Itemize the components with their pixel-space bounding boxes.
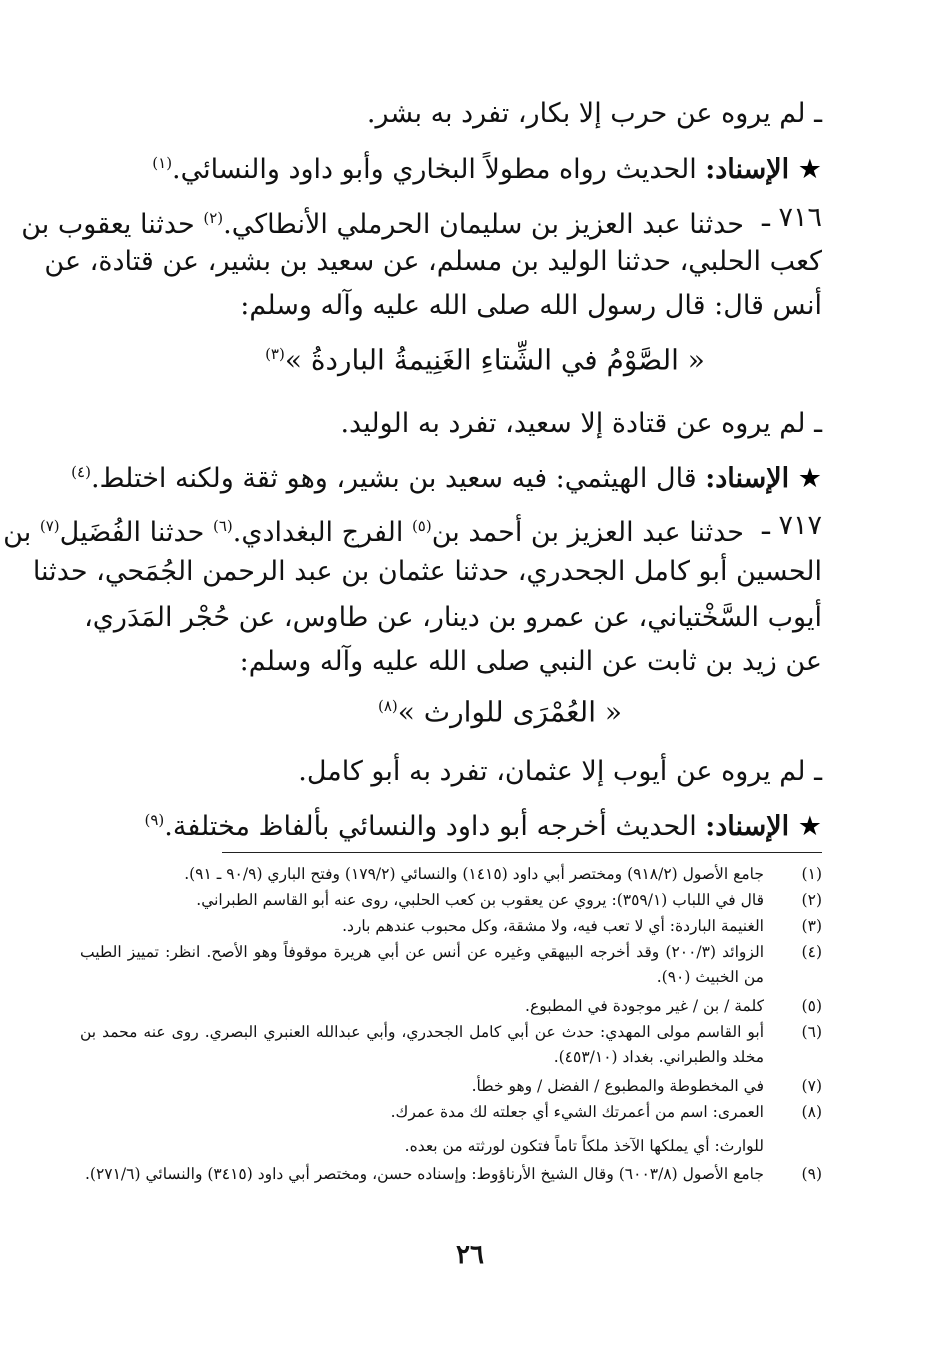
hadith-717-line-4 bbox=[240, 642, 822, 682]
isnad-text: الحديث أخرجه أبو داود والنسائي بألفاظ مختلفة. bbox=[164, 811, 697, 842]
footnote-text: جامع الأصول (٩١٨/٢) ومختصر أبي داود (١٤١٥) والنسائي (١٧٩/٢) وفتح الباري (٩٠/٩ ـ ٩١). bbox=[184, 865, 764, 883]
footnote-9 bbox=[80, 1162, 822, 1187]
isnad-text: قال الهيثمي: فيه سعيد بن بشير، وهو ثقة ولكنه اختلط. bbox=[90, 463, 697, 494]
footnote-text: للوارث: أي يملكها الآخذ ملكاً تاماً فتكون لورثته من بعده. bbox=[404, 1137, 764, 1155]
star-icon: ★ bbox=[797, 463, 822, 494]
hadith-716-matn bbox=[0, 332, 940, 382]
footnote-5 bbox=[80, 994, 822, 1019]
text: أنس قال: قال رسول الله صلى الله عليه وآله وسلم: bbox=[240, 290, 822, 321]
hadith-number-716: ٧١٦ ـ bbox=[761, 202, 822, 233]
footnote-ref: (٧) bbox=[39, 517, 60, 535]
isnad-label: الإسناد: bbox=[705, 154, 790, 185]
footnote-number: (٥) bbox=[801, 997, 822, 1015]
matn-text: « الصَّوْمُ في الشِّتاءِ الغَنِيمةُ الباردةُ » bbox=[284, 343, 705, 377]
footnote-text: قال في اللباب (٣٥٩/١): يروي عن يعقوب بن كعب الحلبي، روى عنه أبو القاسم الطبراني. bbox=[196, 891, 764, 909]
footnote-8 bbox=[80, 1100, 822, 1125]
footnote-number: (٩) bbox=[801, 1165, 822, 1183]
footnote-text: الزوائد (٢٠٠/٣) وقد أخرجه البيهقي وغيره عن أنس عن أبي هريرة موقوفاً وهو الأصح. انظر: تمييز الطيب من الخبيث (٩٠). bbox=[80, 943, 764, 986]
line-isnad-1 bbox=[152, 143, 822, 190]
footnote-text: كلمة / بن / غير موجودة في المطبوع. bbox=[525, 997, 764, 1015]
footnote-number: (٢) bbox=[801, 891, 822, 909]
hadith-717-line-3 bbox=[80, 598, 822, 638]
page-number: ٢٦ bbox=[456, 1240, 484, 1270]
footnote-4 bbox=[80, 940, 822, 990]
footnote-number: (٨) bbox=[801, 1103, 822, 1121]
text: عن زيد بن ثابت عن النبي صلى الله عليه وآله وسلم: bbox=[239, 646, 822, 677]
footnote-ref: (٢) bbox=[203, 209, 224, 227]
line-narration-note-2 bbox=[340, 404, 822, 444]
line-narration-note bbox=[367, 94, 822, 134]
footnote-number: (٧) bbox=[801, 1077, 822, 1095]
hadith-717-matn bbox=[0, 684, 940, 734]
footnote-7 bbox=[80, 1074, 822, 1099]
line-narration-note-3 bbox=[298, 752, 822, 792]
line-isnad-2 bbox=[71, 452, 822, 499]
text: ـ لم يروه عن حرب إلا بكار، تفرد به بشر. bbox=[366, 98, 822, 129]
footnote-number: (٤) bbox=[801, 943, 822, 961]
footnote-text: العمرى: اسم من أعمرتك الشيء أي جعلته لك مدة عمرك. bbox=[390, 1103, 764, 1121]
footnote-number: (١) bbox=[801, 865, 822, 883]
text: كعب الحلبي، حدثنا الوليد بن مسلم، عن سعيد بن بشير، عن قتادة، عن bbox=[44, 246, 822, 277]
hadith-number-717: ٧١٧ ـ bbox=[761, 510, 822, 541]
text: ـ لم يروه عن قتادة إلا سعيد، تفرد به الوليد. bbox=[340, 408, 822, 439]
footnote-8-continued bbox=[80, 1134, 822, 1159]
hadith-716-line-3 bbox=[240, 286, 822, 326]
hadith-716-line-2 bbox=[44, 242, 822, 282]
hadith-717-line-1: حدثنا عبد العزيز بن أحمد بن$^{(٥)}$ الفرج البغدادي.$^{(٦)}$ حدثنا الفُضَيل$^{(٧)}$ بن bbox=[3, 517, 744, 548]
footnote-text: جامع الأصول (٦٠٠٣/٨) وقال الشيخ الأرناؤوط: وإسناده حسن، ومختصر أبي داود (٣٤١٥) والنسائي (٢٧١/٦). bbox=[84, 1165, 764, 1183]
hadith-716-line-1 bbox=[21, 198, 744, 245]
footnote-ref: (٣) bbox=[265, 345, 285, 363]
footnote-text: أبو القاسم مولى المهدي: حدث عن أبي كامل الجحدري، وأبي عبدالله العنبري البصري. روى عنه محمد بن مخلد والطبراني. بغداد (٤٥٣/١٠). bbox=[80, 1023, 764, 1066]
text: حدثنا يعقوب بن bbox=[21, 209, 195, 240]
footnote-ref: (٩) bbox=[144, 811, 165, 829]
footnote-1 bbox=[80, 862, 822, 887]
footnote-6 bbox=[80, 1020, 822, 1070]
hadith-717-line-2 bbox=[32, 552, 822, 592]
footnote-3 bbox=[80, 914, 822, 939]
footnote-ref: (١) bbox=[152, 154, 173, 172]
footnote-2 bbox=[80, 888, 822, 913]
footnote-text: في المخطوطة والمطبوع / الفضل / وهو خطأ. bbox=[471, 1077, 764, 1095]
footnote-text: الغنيمة الباردة: أي لا تعب فيه، ولا مشقة، وكل محبوب عندهم بارد. bbox=[342, 917, 764, 935]
isnad-text: الحديث رواه مطولاً البخاري وأبو داود والنسائي. bbox=[172, 154, 697, 185]
text: أيوب السَّخْتياني، عن عمرو بن دينار، عن طاوس، عن حُجْر المَدَري، bbox=[84, 602, 822, 633]
isnad-label: الإسناد: bbox=[705, 811, 790, 842]
footnote-ref: (٥) bbox=[411, 517, 432, 535]
text: الحسين أبو كامل الجحدري، حدثنا عثمان بن عبد الرحمن الجُمَحي، حدثنا bbox=[32, 556, 822, 587]
footnote-ref: (٤) bbox=[71, 463, 91, 481]
footnote-ref: (٨) bbox=[377, 697, 398, 715]
text: ـ لم يروه عن أيوب إلا عثمان، تفرد به أبو كامل. bbox=[298, 756, 822, 787]
star-icon: ★ bbox=[797, 811, 822, 842]
footnote-number: (٣) bbox=[801, 917, 822, 935]
line-isnad-3 bbox=[145, 800, 823, 847]
star-icon: ★ bbox=[797, 154, 822, 185]
footnote-number: (٦) bbox=[801, 1023, 822, 1041]
matn-text: « العُمْرَى للوارث » bbox=[397, 695, 623, 729]
text: حدثنا عبد العزيز بن سليمان الحرملي الأنطاكي. bbox=[223, 209, 744, 240]
footnote-divider bbox=[222, 852, 822, 853]
footnote-ref: (٦) bbox=[212, 517, 233, 535]
isnad-label: الإسناد: bbox=[705, 463, 790, 494]
